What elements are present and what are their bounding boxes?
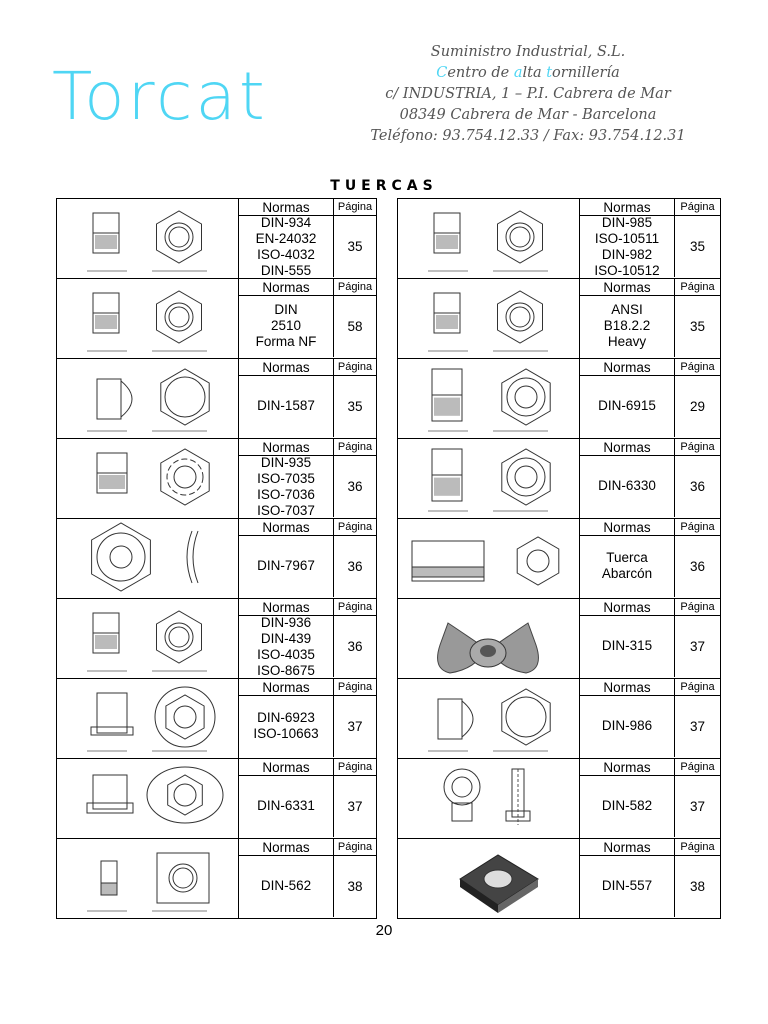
catalog-row xyxy=(398,679,720,759)
pagina-cell: 37 xyxy=(347,718,363,734)
normas-cell xyxy=(580,215,675,277)
norma-code: DIN-562 xyxy=(260,878,312,893)
normas-header: Normas xyxy=(580,519,675,535)
company-city: 08349 Cabrera de Mar - Barcelona xyxy=(399,107,657,123)
normas-cell xyxy=(580,535,675,597)
normas-cell xyxy=(580,615,675,677)
catalog-cells xyxy=(238,839,376,918)
normas-cell xyxy=(580,375,675,437)
norma-code: DIN-986 xyxy=(601,718,653,733)
pagina-header: Página xyxy=(337,681,373,693)
normas-cell xyxy=(580,855,675,917)
catalog-header xyxy=(580,359,720,376)
catalog-cells xyxy=(579,599,720,678)
right-catalog-table xyxy=(397,198,721,919)
normas-cell xyxy=(580,455,675,517)
normas-header: Normas xyxy=(580,439,675,455)
pagina-header: Página xyxy=(680,681,715,693)
pagina-cell: 37 xyxy=(689,638,706,654)
cap-nut-drawing-icon xyxy=(57,359,238,438)
catalog-row xyxy=(398,759,720,839)
norma-code: DIN-934 xyxy=(260,215,312,230)
catalog-header xyxy=(239,679,376,696)
norma-code: Tuerca xyxy=(606,550,648,565)
pagina-header: Página xyxy=(680,361,715,373)
catalog-row xyxy=(398,839,720,919)
norma-code: ANSI xyxy=(611,302,643,317)
pagina-header: Página xyxy=(337,841,373,853)
pagina-header: Página xyxy=(337,201,373,213)
section-title: TUERCAS xyxy=(330,178,438,194)
normas-cell xyxy=(239,375,334,437)
pagina-cell: 36 xyxy=(689,478,706,494)
catalog-header xyxy=(239,199,376,216)
normas-header: Normas xyxy=(580,679,675,695)
pagina-cell: 37 xyxy=(689,718,706,734)
square-nut-photo-icon xyxy=(398,839,579,918)
catalog-cells xyxy=(579,519,720,598)
torcat-logo: Torcat xyxy=(52,58,268,135)
norma-code: DIN-982 xyxy=(601,247,653,262)
norma-code: Abarcón xyxy=(601,566,653,581)
normas-header: Normas xyxy=(580,359,675,375)
pagina-header: Página xyxy=(680,201,715,213)
catalog-row xyxy=(57,519,376,599)
company-tagline: Centro de alta tornillería xyxy=(436,65,620,81)
normas-cell xyxy=(580,775,675,837)
collar-nut-drawing-icon xyxy=(57,759,238,838)
pagina-header: Página xyxy=(680,441,715,453)
norma-code: ISO-10512 xyxy=(594,263,660,278)
catalog-row xyxy=(398,199,720,279)
norma-code: DIN-6330 xyxy=(598,478,656,493)
pagina-cell: 35 xyxy=(689,238,706,254)
catalog-cells xyxy=(238,359,376,438)
catalog-row xyxy=(398,519,720,599)
catalog-row xyxy=(57,839,376,919)
catalog-header xyxy=(580,599,720,616)
pagina-cell: 35 xyxy=(347,238,363,254)
catalog-header xyxy=(239,599,376,616)
square-nut-drawing-icon xyxy=(57,839,238,918)
catalog-cells xyxy=(238,279,376,358)
normas-header: Normas xyxy=(580,839,675,855)
catalog-row xyxy=(57,759,376,839)
heavy-hex-nut-drawing-icon xyxy=(398,279,579,358)
normas-header: Normas xyxy=(239,199,334,215)
normas-header: Normas xyxy=(239,279,334,295)
catalog-row xyxy=(57,359,376,439)
pagina-header: Página xyxy=(337,761,373,773)
norma-code: ISO-7036 xyxy=(257,487,315,502)
hex-nut-ring-drawing-icon xyxy=(398,359,579,438)
catalog-row xyxy=(398,359,720,439)
norma-code: ISO-10663 xyxy=(253,726,319,741)
normas-cell xyxy=(239,775,334,837)
normas-header: Normas xyxy=(239,599,334,615)
normas-cell xyxy=(580,695,675,757)
norma-code: DIN-936 xyxy=(260,615,312,630)
push-nut-drawing-icon xyxy=(57,519,238,598)
norma-code: DIN-6923 xyxy=(257,710,315,725)
catalog-cells xyxy=(238,759,376,838)
pagina-header: Página xyxy=(680,601,715,613)
normas-header: Normas xyxy=(580,599,675,615)
catalog-header xyxy=(239,359,376,376)
catalog-cells xyxy=(579,759,720,838)
castle-nut-drawing-icon xyxy=(57,439,238,518)
normas-header: Normas xyxy=(580,759,675,775)
norma-code: 2510 xyxy=(270,318,302,333)
catalog-header xyxy=(239,759,376,776)
norma-code: EN-24032 xyxy=(255,231,317,246)
pagina-cell: 36 xyxy=(347,478,363,494)
pagina-header: Página xyxy=(337,441,373,453)
normas-cell xyxy=(239,695,334,757)
pagina-header: Página xyxy=(337,361,373,373)
catalog-header xyxy=(580,679,720,696)
norma-code: DIN-6331 xyxy=(257,798,315,813)
company-info xyxy=(330,42,726,147)
catalog-cells xyxy=(579,199,720,278)
pagina-header: Página xyxy=(680,761,715,773)
norma-code: DIN-6915 xyxy=(598,398,656,413)
catalog-row xyxy=(398,439,720,519)
coupling-nut-drawing-icon xyxy=(398,519,579,598)
pagina-cell: 37 xyxy=(689,798,706,814)
normas-cell xyxy=(239,855,334,917)
pagina-header: Página xyxy=(337,281,373,293)
thin-hex-nut-drawing-icon xyxy=(57,599,238,678)
lock-nut-drawing-icon xyxy=(398,199,579,278)
catalog-header xyxy=(239,519,376,536)
catalog-header xyxy=(580,839,720,856)
pagina-header: Página xyxy=(337,521,373,533)
pagina-cell: 36 xyxy=(689,558,706,574)
catalog-row xyxy=(57,679,376,759)
normas-cell xyxy=(239,215,334,277)
catalog-header xyxy=(580,439,720,456)
catalog-cells xyxy=(238,199,376,278)
catalog-row xyxy=(398,279,720,359)
catalog-cells xyxy=(238,599,376,678)
norma-code: DIN-7967 xyxy=(257,558,315,573)
catalog-cells xyxy=(238,439,376,518)
nylon-cap-nut-drawing-icon xyxy=(398,679,579,758)
normas-header: Normas xyxy=(239,759,334,775)
pagina-header: Página xyxy=(337,601,373,613)
catalog-header xyxy=(580,519,720,536)
pagina-cell: 35 xyxy=(689,318,706,334)
left-catalog-table xyxy=(56,198,377,919)
catalog-header xyxy=(239,279,376,296)
normas-cell xyxy=(239,535,334,597)
normas-cell xyxy=(580,295,675,357)
catalog-header xyxy=(239,839,376,856)
catalog-row xyxy=(57,199,376,279)
pagina-cell: 58 xyxy=(347,318,363,334)
norma-code: DIN-555 xyxy=(260,263,312,278)
company-name: Suministro Industrial, S.L. xyxy=(430,44,626,60)
normas-header: Normas xyxy=(239,679,334,695)
catalog-header xyxy=(580,759,720,776)
norma-code: ISO-8675 xyxy=(257,663,315,678)
norma-code: ISO-4032 xyxy=(257,247,315,262)
norma-code: ISO-7035 xyxy=(257,471,315,486)
norma-code: ISO-4035 xyxy=(257,647,315,662)
norma-code: DIN-985 xyxy=(601,215,653,230)
norma-code: DIN-935 xyxy=(260,455,312,470)
norma-code: DIN-439 xyxy=(260,631,312,646)
norma-code: DIN-557 xyxy=(601,878,653,893)
norma-code: DIN-582 xyxy=(601,798,653,813)
normas-cell xyxy=(239,615,334,677)
catalog-header xyxy=(580,199,720,216)
normas-header: Normas xyxy=(239,439,334,455)
catalog-cells xyxy=(579,359,720,438)
catalog-cells xyxy=(579,839,720,918)
norma-code: B18.2.2 xyxy=(603,318,651,333)
pagina-header: Página xyxy=(680,281,715,293)
pagina-cell: 29 xyxy=(689,398,706,414)
hex-nut-thin-drawing-icon xyxy=(57,279,238,358)
catalog-row xyxy=(57,279,376,359)
catalog-cells xyxy=(579,279,720,358)
norma-code: ISO-10511 xyxy=(594,231,660,246)
pagina-cell: 37 xyxy=(347,798,363,814)
normas-cell xyxy=(239,455,334,517)
catalog-row xyxy=(398,599,720,679)
catalog-cells xyxy=(579,679,720,758)
catalog-cells xyxy=(238,679,376,758)
pagina-cell: 38 xyxy=(689,878,706,894)
wing-nut-photo-icon xyxy=(398,599,579,678)
pagina-cell: 35 xyxy=(347,398,363,414)
norma-code: Heavy xyxy=(607,334,647,349)
company-address: c/ INDUSTRIA, 1 – P.I. Cabrera de Mar xyxy=(385,86,671,102)
pagina-header: Página xyxy=(680,841,715,853)
flange-nut-drawing-icon xyxy=(57,679,238,758)
normas-header: Normas xyxy=(239,359,334,375)
pagina-cell: 36 xyxy=(347,558,363,574)
eye-nut-drawing-icon xyxy=(398,759,579,838)
normas-header: Normas xyxy=(580,199,675,215)
catalog-row xyxy=(57,439,376,519)
catalog-header xyxy=(580,279,720,296)
catalog-header xyxy=(239,439,376,456)
company-phone-fax: Teléfono: 93.754.12.33 / Fax: 93.754.12.31 xyxy=(370,128,686,144)
tall-hex-nut-drawing-icon xyxy=(398,439,579,518)
norma-code: DIN-1587 xyxy=(257,398,315,413)
norma-code: Forma NF xyxy=(255,334,317,349)
norma-code: ISO-7037 xyxy=(257,503,315,518)
normas-header: Normas xyxy=(239,839,334,855)
hex-nut-drawing-icon xyxy=(57,199,238,278)
catalog-cells xyxy=(238,519,376,598)
catalog-row xyxy=(57,599,376,679)
catalog-cells xyxy=(579,439,720,518)
norma-code: DIN-315 xyxy=(601,638,653,653)
normas-header: Normas xyxy=(239,519,334,535)
pagina-cell: 36 xyxy=(347,638,363,654)
normas-header: Normas xyxy=(580,279,675,295)
pagina-header: Página xyxy=(680,521,715,533)
normas-cell xyxy=(239,295,334,357)
page-number: 20 xyxy=(375,922,393,939)
norma-code: DIN xyxy=(274,302,298,317)
pagina-cell: 38 xyxy=(347,878,363,894)
